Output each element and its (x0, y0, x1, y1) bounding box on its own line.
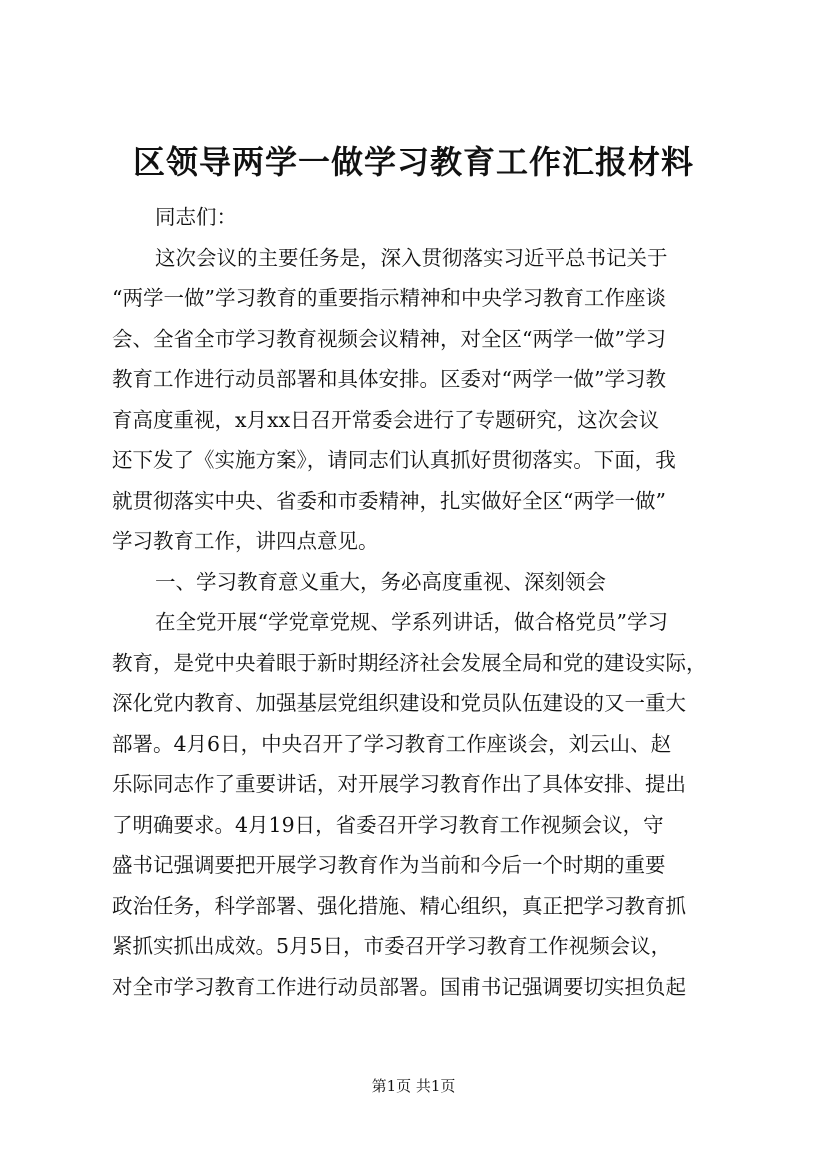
body-line: 学习教育工作，讲四点意见。 (112, 529, 379, 553)
page-number: 第1页 共1页 (371, 1077, 456, 1095)
body-line: 教育工作进行动员部署和具体安排。区委对“两学一做”学习教 (112, 367, 666, 391)
body-line: 政治任务，科学部署、强化措施、精心组织，真正把学习教育抓 (112, 893, 686, 918)
body-line: 还下发了《实施方案》，请同志们认真抓好贯彻落实。下面，我 (112, 448, 676, 472)
body-line: 乐际同志作了重要讲话，对开展学习教育作出了具体安排、提出 (112, 772, 686, 796)
body-line: 教育，是党中央着眼于新时期经济社会发展全局和党的建设实际， (112, 650, 707, 675)
document-title: 区领导两学一做学习教育工作汇报材料 (132, 143, 694, 181)
body-line: 这次会议的主要任务是，深入贯彻落实习近平总书记关于 (155, 245, 668, 270)
body-line: 紧抓实抓出成效。5月5日，市委召开学习教育工作视频会议， (112, 934, 672, 958)
body-line: 育高度重视，x月xx日召开常委会进行了专题研究，这次会议 (112, 407, 660, 432)
document-body (112, 197, 712, 1007)
body-line: 盛书记强调要把开展学习教育作为当前和今后一个时期的重要 (112, 853, 666, 877)
body-line: 部署。4月6日，中央召开了学习教育工作座谈会，刘云山、赵 (112, 731, 672, 756)
body-line: 对全市学习教育工作进行动员部署。国甫书记强调要切实担负起 (112, 974, 686, 999)
section-heading: 一、学习教育意义重大，务必高度重视、深刻领会 (155, 569, 606, 594)
body-line: 就贯彻落实中央、省委和市委精神，扎实做好全区“两学一做” (112, 488, 666, 513)
body-line: 了明确要求。4月19日，省委召开学习教育工作视频会议，守 (112, 812, 664, 837)
greeting-line: 同志们： (155, 205, 237, 229)
body-line: “两学一做”学习教育的重要指示精神和中央学习教育工作座谈 (112, 286, 666, 310)
body-line: 深化党内教育、加强基层党组织建设和党员队伍建设的又一重大 (112, 691, 686, 715)
body-line: 在全党开展“学党章党规、学系列讲话，做合格党员”学习 (155, 610, 668, 634)
body-line: 会、全省全市学习教育视频会议精神，对全区“两学一做”学习 (112, 326, 666, 351)
